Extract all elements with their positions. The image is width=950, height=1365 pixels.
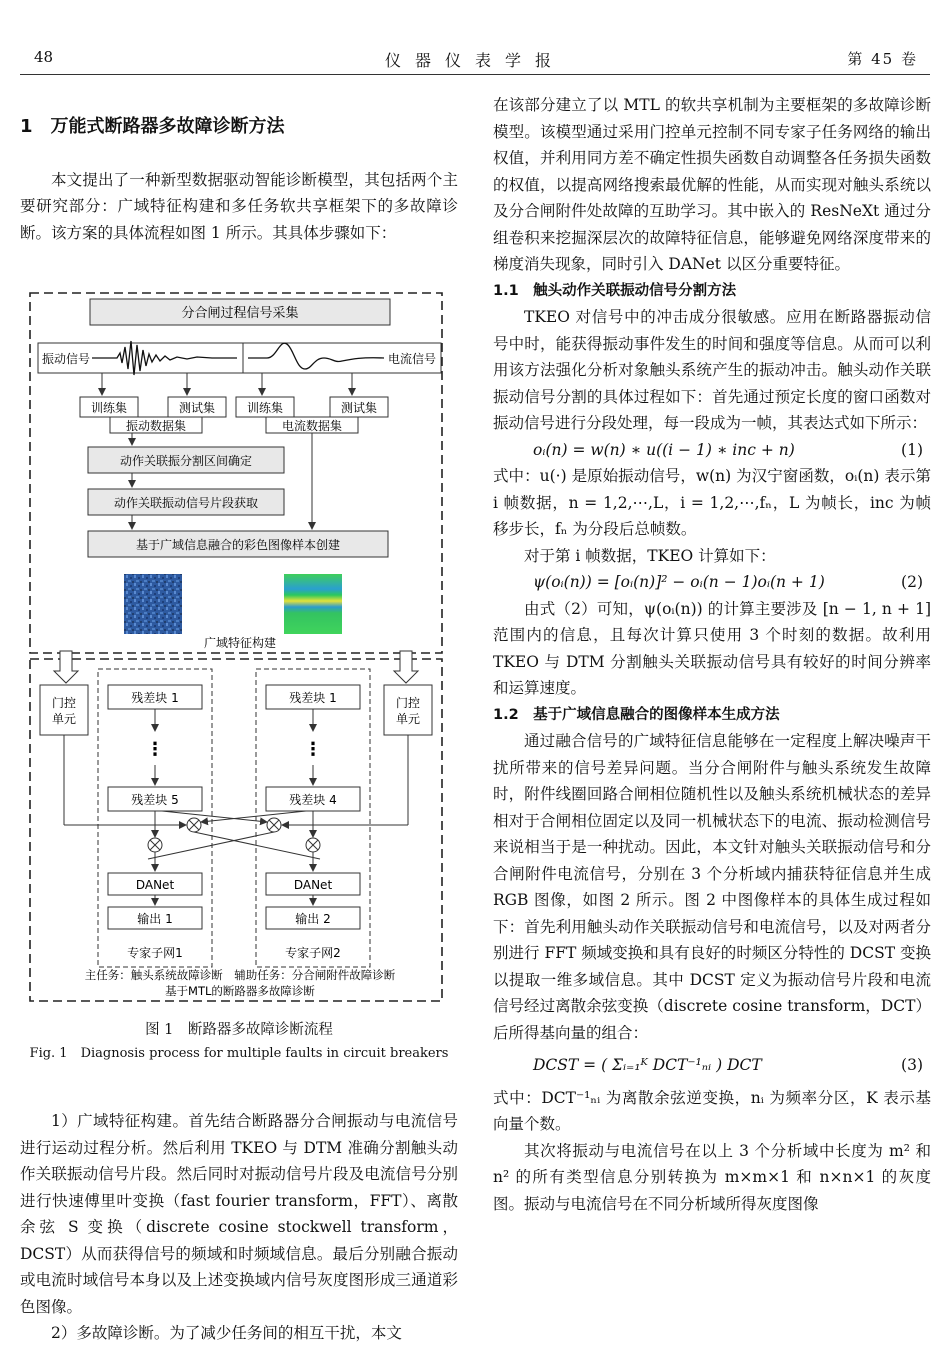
wide-feature-label: 广域特征构建 [203,636,277,650]
expert1-label: 专家子网1 [127,946,183,960]
gate-left-label: 门控 [51,696,77,710]
vib-image-sample [124,574,182,634]
res5-label: 残差块 5 [131,793,179,807]
p11a: TKEO 对信号中的冲击成分很敏感。应用在断路器振动信号中时，能获得振动事件发生的时间和强度等信息。从而可以利用该方法强化分析对象触头系统产生的振动冲击。触头动作关联振动信号分割的具体过程如下：首先通过预定长度的窗口函数对振动信号进行分段处理，每一段成为一帧，其表达式如下所示： [493,308,931,432]
right-column [493,92,931,1217]
left-column-body [20,1108,458,1347]
figure-caption-cn: 图 1 断路器多故障诊断流程 [145,1022,333,1038]
section-1-2-title: 1.2 基于广域信息融合的图像样本生成方法 [493,706,780,723]
expert2-label: 专家子网2 [285,946,341,960]
section-title: 1 万能式断路器多故障诊断方法 [20,116,285,137]
equation-3 [493,1052,931,1079]
p11b: 式中：u(·) 是原始振动信号，w(n) 为汉宁窗函数，oᵢ(n) 表示第 i 帧数据，n = 1,2,⋯,L，i = 1,2,⋯,fₙ，L 为帧长，inc 为帧移步长，fₙ 为分段后总帧数。 [493,467,931,538]
res1b-label: 残差块 1 [289,691,337,705]
mtl-label: 基于MTL的断路器多故障诊断 [165,984,315,998]
figure-1-flowchart [22,287,462,1037]
page-number: 48 [34,48,54,66]
res1a-label: 残差块 1 [131,691,179,705]
equation-3-body: DCST = ( Σᵢ₌₁ᴷ DCT⁻¹ₙᵢ ) DCT [533,1056,762,1074]
p11c: 对于第 i 帧数据，TKEO 计算如下： [524,546,776,565]
step-b-label: 动作关联振动信号片段获取 [113,496,259,510]
p12c: 其次将振动与电流信号在以上 3 个分析域中长度为 m² 和 n² 的所有类型信息分别转换为 m×m×1 和 n×n×1 的灰度图。振动与电流信号在不同分析域所得灰度图像 [493,1141,931,1213]
p12b: 式中：DCT⁻¹ₙᵢ 为离散余弦逆变换，nᵢ 为频率分区，K 表示基向量个数。 [493,1088,931,1133]
equation-1-number: (1) [901,440,923,459]
equation-3-number: (3) [901,1056,923,1074]
danet1-label: DANet [135,878,175,892]
test1-label: 测试集 [178,401,216,415]
vib-dataset-label: 振动数据集 [125,419,187,433]
vib-signal-label: 振动信号 [42,352,91,366]
continuation-paragraph: 在该部分建立了以 MTL 的软共享机制为主要框架的多故障诊断模型。该模型通过采用门控单元控制不同专家子任务网络的输出权值，并利用同方差不确定性损失函数自动调整各任务损失函数的权值，以提高网络搜索最优解的性能，从而实现对触头系统以及分合闸附件处故障的互助学习。其中嵌入的 ResNeXt 通过分组卷积来挖掘深层次的故障特征信息，能够避免网络深度带来的梯度消失现象，同时引入 DANet 以区分重要特征。 [493,96,931,273]
equation-1 [493,437,931,464]
out1-label: 输出 1 [137,912,173,926]
p11d: 由式（2）可知，ψ(oᵢ(n)) 的计算主要涉及 [n − 1, n + 1] 范围内的信息，且每次计算只使用 3 个时刻的数据。故利用 TKEO 与 DTM 分割触头关联振动信号具有较好的时间分辨率和运算速度。 [493,599,931,697]
res4-label: 残差块 4 [289,793,337,807]
acq-label: 分合闸过程信号采集 [181,306,299,321]
left-column-lower [20,1018,458,1066]
train2-label: 训练集 [246,401,284,415]
danet2-label: DANet [293,878,333,892]
gate-right-label: 门控 [395,696,421,710]
figure-caption-en: Fig. 1 Diagnosis process for multiple faults in circuit breakers [29,1046,449,1061]
equation-2-number: (2) [901,573,923,591]
out2-label: 输出 2 [295,912,331,926]
dots-left: ⋮ [146,739,164,760]
train1-label: 训练集 [90,401,128,415]
equation-2-body: ψ(oᵢ(n)) = [oᵢ(n)]² − oᵢ(n − 1)oᵢ(n + 1) [533,573,825,591]
cur-image-sample [284,574,342,634]
cur-dataset-label: 电流数据集 [281,419,343,433]
step2-paragraph: 2）多故障诊断。为了减少任务间的相互干扰，本文 [51,1324,402,1342]
p12a: 通过融合信号的广域特征信息能够在一定程度上解决噪声干扰所带来的信号差异问题。当分合闸附件与触头系统发生故障时，附件线圈回路合闸相位随机性以及触头系统机械状态的差异相对于合闸相位固定以及同一机械状态下的电流、振动检测信号来说相当于是一种扰动。因此，本文针对触头关联振动信号和分合闸附件电流信号，分别在 3 个分析域内捕获特征信息并生成 RGB 图像，如图 2 所示。图 2 中图像样本的具体生成过程如下：首先利用触头动作关联振动信号和电流信号，以及对两者分别进行 FFT 频域变换和具有良好的时频区分特性的 DCST 变换以提取一维多域信息。其中 DCST 定义为振动信号片段和电流信号经过离散余弦变换（discrete cosine transform，DCT）后所得基向量的组合： [493,732,931,1042]
cur-signal-label: 电流信号 [388,352,437,366]
intro-paragraph: 本文提出了一种新型数据驱动智能诊断模型，其包括两个主要研究部分：广域特征构建和多任务软共享框架下的多故障诊断。该方案的具体流程如图 1 所示。其具体步骤如下： [20,170,458,242]
page-header [20,48,930,75]
dots-right: ⋮ [304,739,322,760]
section-1-1-title: 1.1 触头动作关联振动信号分割方法 [493,282,737,299]
equation-2 [493,569,931,596]
journal-title: 仪器仪表学报 [384,51,565,70]
left-column [20,114,458,246]
test2-label: 测试集 [340,401,378,415]
step1-paragraph: 1）广域特征构建。首先结合断路器分合闸振动与电流信号进行运动过程分析。然后利用 TKEO 与 DTM 准确分割触头动作关联振动信号片段。然后同时对振动信号片段及电流信号分别进行快速傅里叶变换（fast fourier transform，FFT）、离散余弦 S 变换（discrete cosine stockwell transform，DCST）从而获得信号的频域和时频域信息。最后分别融合振动或电流时域信号本身以及上述变换域内信号灰度图形成三通道彩色图像。 [20,1112,458,1316]
gate-left-label-line2: 单元 [51,712,77,726]
step-c-label: 基于广域信息融合的彩色图像样本创建 [135,538,341,552]
volume-label: 第 45 卷 [847,50,918,68]
tasks-label: 主任务：触头系统故障诊断 辅助任务：分合闸附件故障诊断 [84,968,396,982]
gate-right-label-line2: 单元 [395,712,421,726]
step-a-label: 动作关联振分割区间确定 [119,454,253,468]
equation-1-body: oᵢ(n) = w(n) ∗ u((i − 1) ∗ inc + n) [533,440,795,459]
